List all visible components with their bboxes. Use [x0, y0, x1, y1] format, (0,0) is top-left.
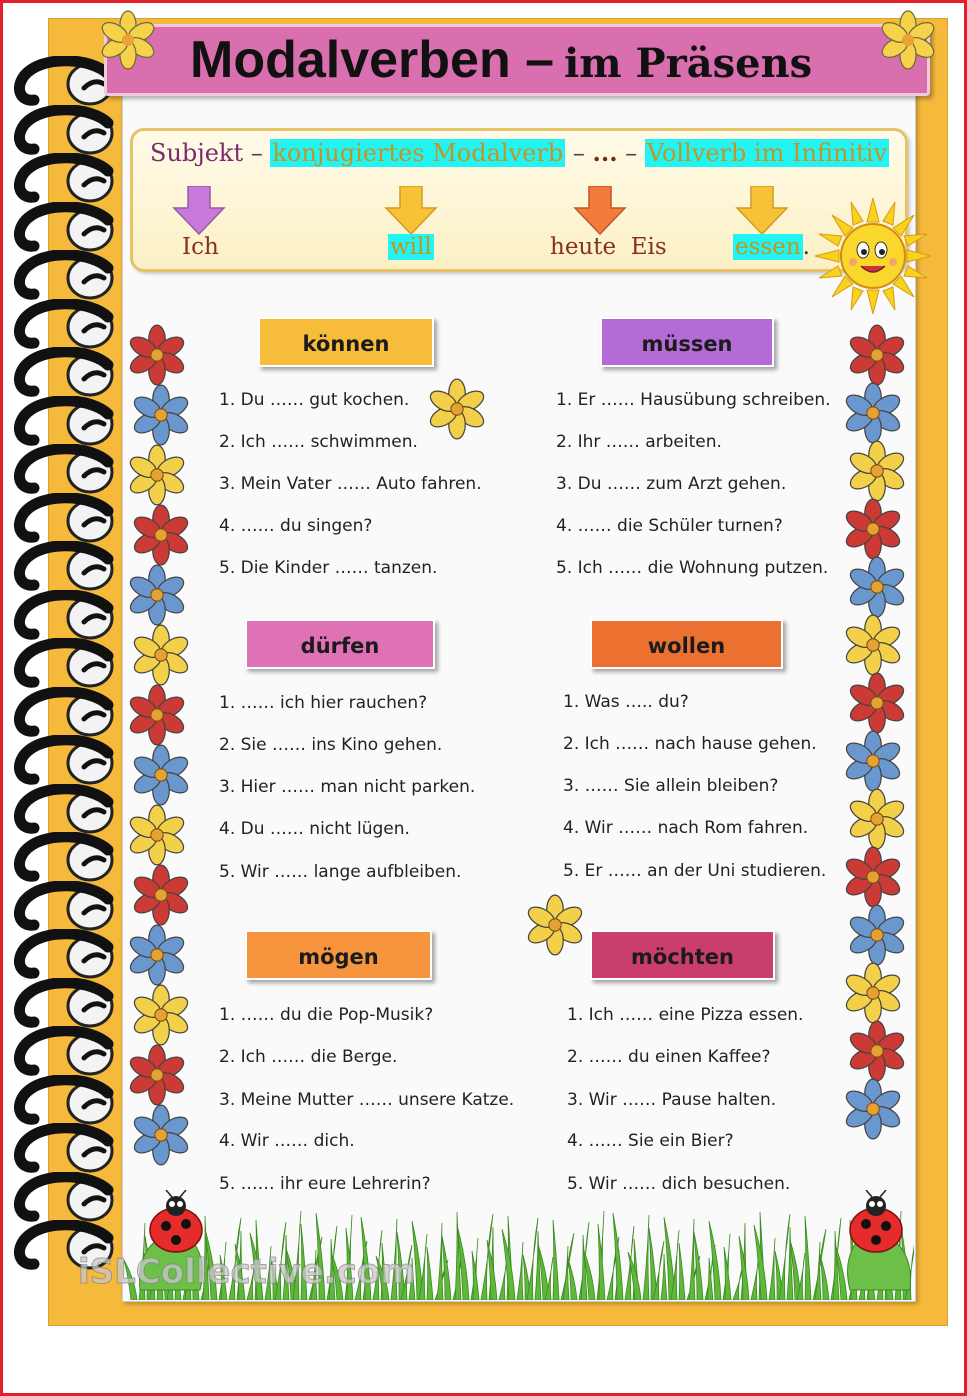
- flower-icon: [840, 496, 906, 562]
- flower-icon: [840, 960, 906, 1026]
- formula-dash: –: [250, 139, 263, 167]
- formula-dash: –: [572, 139, 585, 167]
- flower-icon: [844, 322, 910, 388]
- flower-icon: [124, 322, 190, 388]
- exercise-item: 1. …… ich hier rauchen?: [219, 693, 428, 713]
- flower-icon: [844, 786, 910, 852]
- flower-icon: [844, 670, 910, 736]
- exercise-item: 4. Wir …… dich.: [219, 1131, 355, 1151]
- exercise-item: 2. Ich …… schwimmen.: [219, 432, 418, 452]
- down-arrow-icon: [172, 186, 226, 236]
- example-word-subject: Ich: [182, 234, 219, 260]
- formula-infinitive: Vollverb im Infinitiv: [646, 139, 888, 167]
- exercise-item: 5. Die Kinder …… tanzen.: [219, 558, 438, 578]
- sun-icon: [812, 196, 934, 316]
- exercise-item: 5. Er …… an der Uni studieren.: [563, 861, 827, 881]
- formula-dots: ...: [592, 138, 618, 167]
- flower-icon: [128, 862, 194, 928]
- down-arrow-icon: [573, 186, 627, 236]
- exercise-item: 2. Sie …… ins Kino gehen.: [219, 735, 443, 755]
- flower-icon: [844, 554, 910, 620]
- exercise-item: 3. Mein Vater …… Auto fahren.: [219, 474, 482, 494]
- exercise-item: 3. Du …… zum Arzt gehen.: [556, 474, 787, 494]
- exercise-item: 3. Meine Mutter …… unsere Katze.: [219, 1090, 515, 1110]
- title-main: Modalverben –: [190, 31, 555, 89]
- watermark: iSLCollective.com: [78, 1252, 416, 1292]
- formula-subject: Subjekt: [150, 139, 244, 167]
- exercise-item: 1. Ich …… eine Pizza essen.: [567, 1005, 804, 1025]
- label-duerfen: dürfen: [245, 619, 435, 669]
- formula-dash: –: [625, 139, 638, 167]
- flower-icon: [124, 922, 190, 988]
- flower-icon: [844, 1018, 910, 1084]
- exercise-item: 1. …… du die Pop-Musik?: [219, 1005, 434, 1025]
- example-word-middle: heute Eis: [550, 234, 667, 260]
- label-moegen: mögen: [245, 930, 432, 980]
- flower-icon: [124, 1042, 190, 1108]
- exercise-item: 3. Wir …… Pause halten.: [567, 1090, 777, 1110]
- flower-icon: [424, 376, 490, 442]
- exercise-item: 4. Du …… nicht lügen.: [219, 819, 410, 839]
- label-koennen: können: [258, 317, 434, 367]
- flower-icon: [128, 1102, 194, 1168]
- exercise-item: 5. Wir …… lange aufbleiben.: [219, 862, 462, 882]
- example-word-modal: will: [390, 234, 432, 260]
- exercise-item: 2. Ich …… die Berge.: [219, 1047, 398, 1067]
- exercise-item: 4. …… du singen?: [219, 516, 373, 536]
- flower-icon: [844, 902, 910, 968]
- flower-icon: [840, 612, 906, 678]
- flower-icon: [124, 682, 190, 748]
- flower-icon: [128, 502, 194, 568]
- example-period: .: [802, 234, 810, 260]
- exercise-item: 2. Ihr …… arbeiten.: [556, 432, 722, 452]
- flower-icon: [876, 8, 940, 72]
- example-word-infinitive: essen: [735, 234, 801, 260]
- formula-modal: konjugiertes Modalverb: [272, 139, 564, 167]
- flower-icon: [840, 1076, 906, 1142]
- exercise-item: 3. …… Sie allein bleiben?: [563, 776, 779, 796]
- label-wollen: wollen: [590, 619, 783, 669]
- exercise-item: 2. Ich …… nach hause gehen.: [563, 734, 817, 754]
- exercise-item: 1. Er …… Hausübung schreiben.: [556, 390, 831, 410]
- flower-icon: [128, 982, 194, 1048]
- flower-icon: [840, 728, 906, 794]
- exercise-item: 1. Was ….. du?: [563, 692, 689, 712]
- flower-icon: [844, 438, 910, 504]
- title-sub: im Präsens: [564, 40, 813, 87]
- flower-icon: [96, 8, 160, 72]
- exercise-item: 4. …… Sie ein Bier?: [567, 1131, 734, 1151]
- flower-icon: [124, 562, 190, 628]
- exercise-item: 5. Wir …… dich besuchen.: [567, 1174, 791, 1194]
- exercise-item: 4. Wir …… nach Rom fahren.: [563, 818, 809, 838]
- flower-icon: [840, 844, 906, 910]
- flower-icon: [124, 442, 190, 508]
- down-arrow-icon: [735, 186, 789, 236]
- label-moechten: möchten: [590, 930, 775, 980]
- exercise-item: 3. Hier …… man nicht parken.: [219, 777, 476, 797]
- ladybug-icon: [830, 1190, 920, 1300]
- exercise-item: 1. Du …… gut kochen.: [219, 390, 410, 410]
- label-muessen: müssen: [600, 317, 774, 367]
- flower-icon: [128, 622, 194, 688]
- exercise-item: 4. …… die Schüler turnen?: [556, 516, 783, 536]
- exercise-item: 5. …… ihr eure Lehrerin?: [219, 1174, 431, 1194]
- flower-icon: [124, 802, 190, 868]
- flower-icon: [522, 892, 588, 958]
- sentence-structure: [150, 138, 889, 167]
- exercise-item: 2. …… du einen Kaffee?: [567, 1047, 771, 1067]
- down-arrow-icon: [384, 186, 438, 236]
- flower-icon: [128, 742, 194, 808]
- flower-icon: [840, 380, 906, 446]
- flower-icon: [128, 382, 194, 448]
- exercise-item: 5. Ich …… die Wohnung putzen.: [556, 558, 829, 578]
- page-title: [190, 30, 812, 90]
